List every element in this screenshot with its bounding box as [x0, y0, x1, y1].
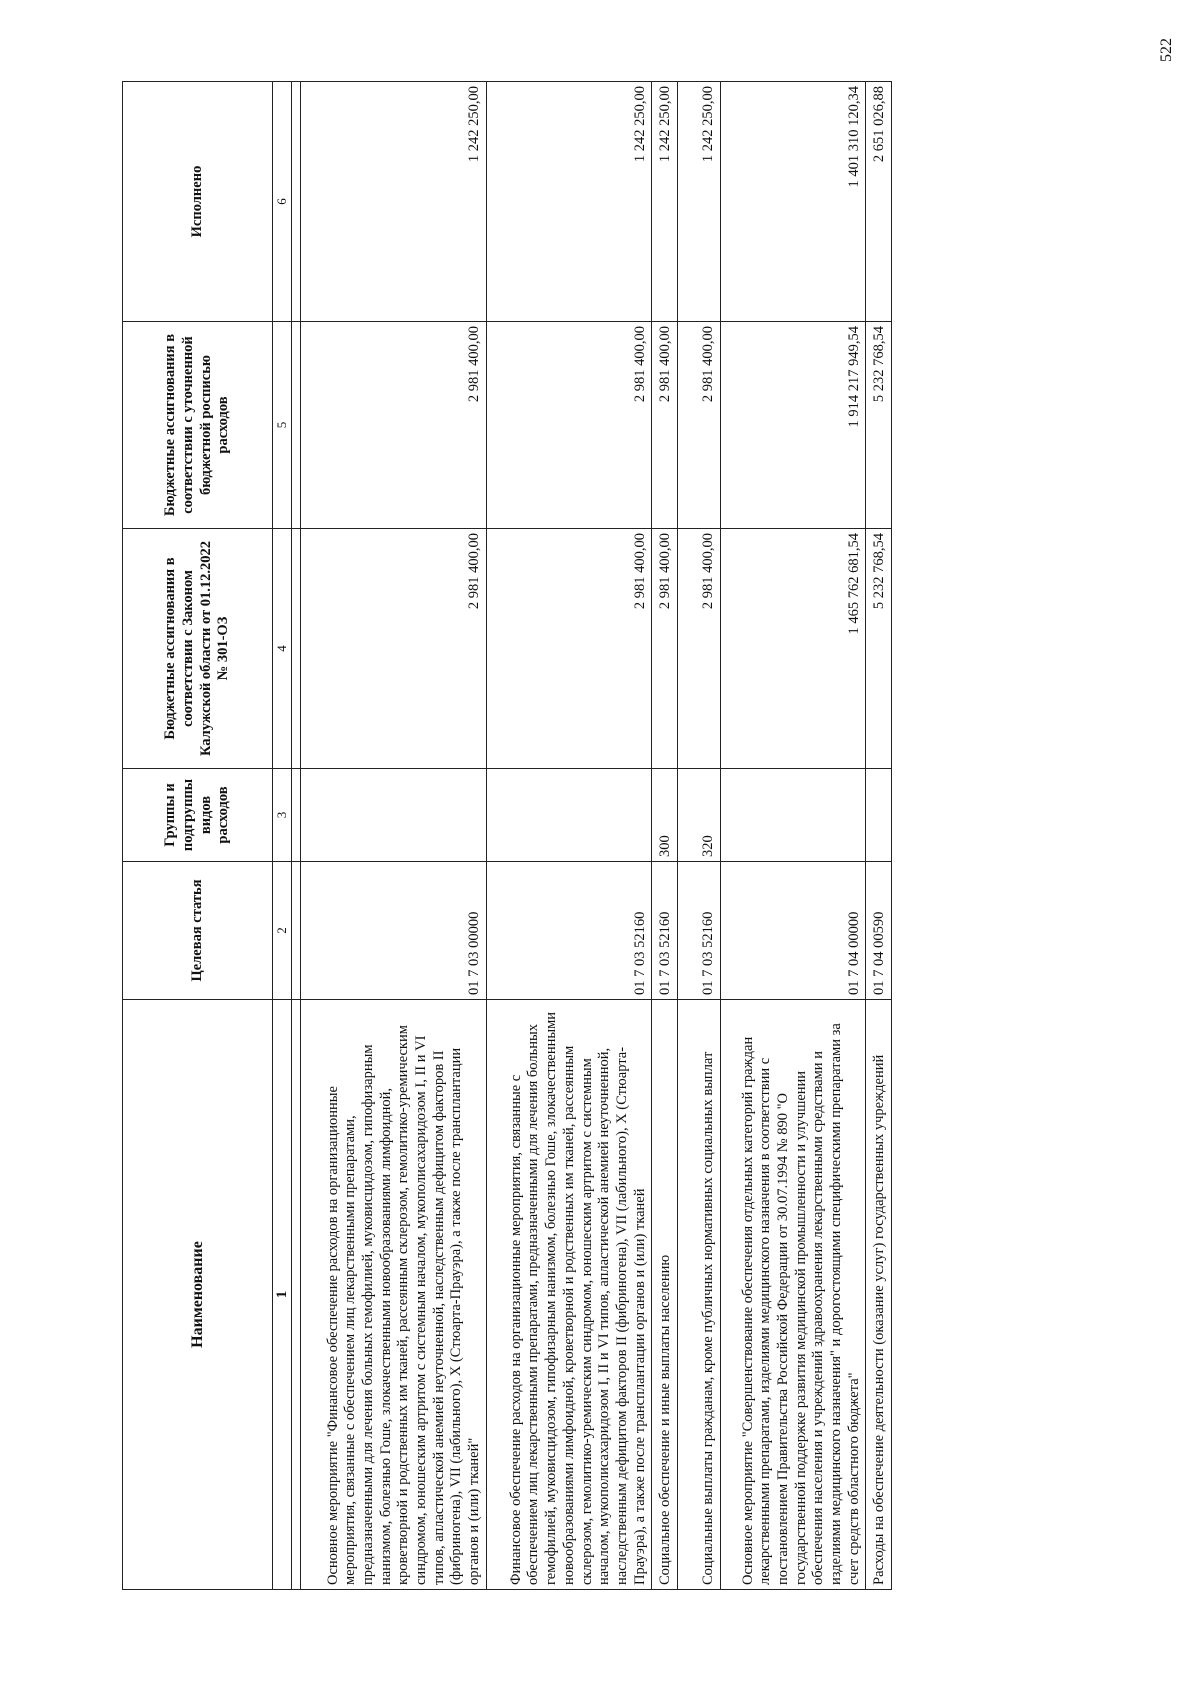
- row-code: 01 7 03 52160: [677, 862, 720, 1000]
- column-number: 3: [273, 769, 292, 862]
- row-painting: 5 232 768,54: [866, 322, 892, 529]
- row-law: 5 232 768,54: [866, 529, 892, 769]
- row-painting: 2 981 400,00: [301, 322, 486, 529]
- row-group: [486, 769, 652, 862]
- spacer-cell: [292, 769, 301, 862]
- row-group: 300: [652, 769, 678, 862]
- row-code: 01 7 03 52160: [652, 862, 678, 1000]
- spacer-cell: [292, 529, 301, 769]
- spacer-cell: [292, 82, 301, 322]
- spacer-cell: [292, 322, 301, 529]
- rotated-page: [122, 82, 892, 1590]
- row-executed: 1 242 250,00: [301, 82, 486, 322]
- header-painting: Бюджетные ассигнования в соответствии с уточненной бюджетной росписью расходов: [123, 322, 273, 529]
- table-row: [486, 82, 652, 1590]
- table-row: [677, 82, 720, 1590]
- row-name: Расходы на обеспечение деятельности (оказание услуг) государственных учреждений: [866, 1000, 892, 1590]
- header-name: Наименование: [123, 1000, 273, 1590]
- row-code: 01 7 04 00000: [720, 862, 866, 1000]
- row-code: 01 7 04 00590: [866, 862, 892, 1000]
- row-law: 1 465 762 681,54: [720, 529, 866, 769]
- row-code: 01 7 03 52160: [486, 862, 652, 1000]
- row-group: [720, 769, 866, 862]
- budget-table: [122, 81, 892, 1590]
- row-law: 2 981 400,00: [486, 529, 652, 769]
- header-group: Группы и подгруппы видов расходов: [123, 769, 273, 862]
- header-executed: Исполнено: [123, 82, 273, 322]
- table-row: [866, 82, 892, 1590]
- row-law: 2 981 400,00: [677, 529, 720, 769]
- row-group: 320: [677, 769, 720, 862]
- row-name: Социальное обеспечение и иные выплаты населению: [652, 1000, 678, 1590]
- row-executed: 2 651 026,88: [866, 82, 892, 322]
- row-group: [301, 769, 486, 862]
- row-group: [866, 769, 892, 862]
- row-law: 2 981 400,00: [652, 529, 678, 769]
- row-name: Социальные выплаты гражданам, кроме публичных нормативных социальных выплат: [677, 1000, 720, 1590]
- column-numbers-row: [273, 82, 292, 1590]
- row-painting: 2 981 400,00: [677, 322, 720, 529]
- row-executed: 1 242 250,00: [486, 82, 652, 322]
- header-target: Целевая статья: [123, 862, 273, 1000]
- spacer-row: [292, 82, 301, 1590]
- row-name: Финансовое обеспечение расходов на организационные мероприятия, связанные с обеспечением лиц лекарственными препаратами, предназначенными для лечения больных гемофилией, муковисцидозом, гипофизарным нанизмом, болезнью Гоше, злокачественными новообразованиями лимфоидной, кроветворной и родственных им тканей, рассеянным склерозом, гемолитико-уремическим синдромом, юношеским артритом с системным началом, мукополисахаридозом I, II и VI типов, апластической анемией неуточненной, наследственным дефицитом факторов II (фибриногена), VII (лабильного), X (Стюарта-Прауэра), а также после трансплантации органов и (или) тканей: [486, 1000, 652, 1590]
- row-law: 2 981 400,00: [301, 529, 486, 769]
- row-executed: 1 401 310 120,34: [720, 82, 866, 322]
- table-row: [652, 82, 678, 1590]
- spacer-cell: [292, 1000, 301, 1590]
- column-number: 1: [273, 1000, 292, 1590]
- page-number: 522: [1158, 38, 1175, 62]
- column-number: 5: [273, 322, 292, 529]
- row-code: 01 7 03 00000: [301, 862, 486, 1000]
- spacer-cell: [292, 862, 301, 1000]
- row-painting: 2 981 400,00: [652, 322, 678, 529]
- column-number: 6: [273, 82, 292, 322]
- table-row: [301, 82, 486, 1590]
- row-name: Основное мероприятие "Совершенствование обеспечения отдельных категорий граждан лекарственными препаратами, изделиями медицинского назначения в соответствии с постановлением Правительства Российской Федерации от 30.07.1994 № 890 "О государственной поддержке развития медицинской промышленности и улучшении обеспечения населения и учреждений здравоохранения лекарственными средствами и изделиями медицинского назначения" и дорогостоящими специфическими препаратами за счет средств областного бюджета": [720, 1000, 866, 1590]
- header-law: Бюджетные ассигнования в соответствии с Законом Калужской области от 01.12.2022 № 301-ОЗ: [123, 529, 273, 769]
- row-executed: 1 242 250,00: [652, 82, 678, 322]
- row-executed: 1 242 250,00: [677, 82, 720, 322]
- column-number: 2: [273, 862, 292, 1000]
- row-painting: 2 981 400,00: [486, 322, 652, 529]
- header-row: [123, 82, 273, 1590]
- table-row: [720, 82, 866, 1590]
- row-name: Основное мероприятие "Финансовое обеспечение расходов на организационные мероприятия, связанные с обеспечением лиц лекарственными препаратами, предназначенными для лечения больных гемофилией, муковисцидозом, гипофизарным нанизмом, болезнью Гоше, злокачественными новообразованиями лимфоидной, кроветворной и родственных им тканей, рассеянным склерозом, гемолитико-уремическим синдромом, юношеским артритом с системным началом, мукополисахаридозом I, II и VI типов, апластической анемией неуточненной, наследственным дефицитом факторов II (фибриногена), VII (лабильного), X (Стюарта-Прауэра), а также после трансплантации органов и (или) тканей": [301, 1000, 486, 1590]
- row-painting: 1 914 217 949,54: [720, 322, 866, 529]
- column-number: 4: [273, 529, 292, 769]
